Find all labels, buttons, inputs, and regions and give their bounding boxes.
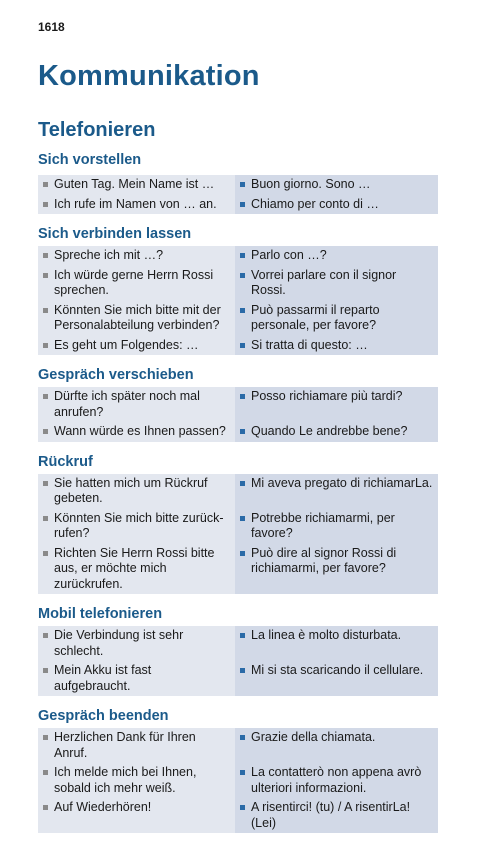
phrase-item — [42, 511, 231, 542]
italian-phrase-cell — [235, 763, 438, 798]
italian-phrase: Quando Le andrebbe bene? — [251, 424, 408, 438]
italian-phrase: Parlo con …? — [251, 248, 327, 262]
phrase-item — [239, 765, 434, 796]
bullet-icon — [240, 253, 245, 258]
italian-phrase: Può passarmi il reparto personale, per favore? — [251, 302, 380, 332]
german-phrase-cell — [38, 763, 235, 798]
german-phrase-cell — [38, 798, 235, 833]
bullet-icon — [240, 394, 245, 399]
bullet-icon — [43, 668, 48, 673]
italian-phrase-cell — [235, 266, 438, 301]
bullet-icon — [240, 735, 245, 740]
german-phrase: Ich melde mich bei Ihnen, sobald ich mehr weiß. — [54, 765, 197, 795]
italian-phrase: Buon giorno. Sono … — [251, 177, 371, 191]
italian-phrase: Vorrei parlare con il signor Rossi. — [251, 267, 397, 297]
italian-phrase-cell — [235, 798, 438, 833]
italian-phrase-cell — [235, 544, 438, 595]
italian-phrase-cell — [235, 509, 438, 544]
page-number: 1618 — [38, 20, 65, 34]
phrase-table — [38, 728, 438, 833]
german-phrase: Mein Akku ist fast aufgebraucht. — [54, 663, 152, 693]
bullet-icon — [240, 429, 245, 434]
phrase-item — [239, 628, 434, 644]
bullet-icon — [240, 805, 245, 810]
bullet-icon — [240, 481, 245, 486]
german-phrase: Herzlichen Dank für Ihren Anruf. — [54, 730, 196, 760]
bullet-icon — [43, 805, 48, 810]
italian-phrase: Si tratta di questo: … — [251, 337, 368, 352]
italian-phrase: A risentirci! (tu) / A risentirLa! (Lei) — [251, 800, 411, 830]
bullet-icon — [43, 253, 48, 258]
phrase-table — [38, 175, 438, 214]
phrase-item — [42, 628, 231, 659]
phrase-item — [239, 800, 434, 831]
phrase-item — [42, 424, 231, 440]
german-phrase: Dürfte ich später noch mal anrufen? — [54, 389, 200, 419]
german-phrase-cell — [38, 626, 235, 661]
phrase-list — [38, 150, 438, 841]
phrase-item — [239, 338, 434, 354]
phrase-item — [239, 476, 434, 492]
italian-phrase: Può dire al signor Rossi di richiamarmi, per favore? — [251, 545, 397, 575]
subsection-title: Rückruf — [38, 453, 93, 470]
bullet-icon — [43, 770, 48, 775]
phrase-item — [42, 663, 231, 694]
german-phrase-cell — [38, 544, 235, 595]
phrase-item — [42, 197, 231, 213]
german-phrase: Ich würde gerne Herrn Rossi sprechen. — [54, 267, 214, 297]
italian-phrase-cell — [235, 728, 438, 763]
german-phrase: Richten Sie Herrn Rossi bitte aus, er möchte mich zurückrufen. — [54, 545, 215, 591]
bullet-icon — [43, 516, 48, 521]
german-phrase-cell — [38, 509, 235, 544]
german-phrase-cell — [38, 246, 235, 266]
german-phrase-cell — [38, 195, 235, 215]
bullet-icon — [240, 668, 245, 673]
phrase-table — [38, 387, 438, 442]
page-title: Kommunikation — [38, 60, 260, 92]
phrase-item — [42, 303, 231, 334]
phrase-item — [239, 424, 434, 440]
phrase-table — [38, 626, 438, 696]
german-phrase-cell — [38, 422, 235, 442]
phrase-item — [42, 546, 231, 593]
bullet-icon — [43, 551, 48, 556]
bullet-icon — [240, 516, 245, 521]
bullet-icon — [240, 202, 245, 207]
phrase-item — [239, 511, 434, 542]
italian-phrase-cell — [235, 661, 438, 696]
italian-phrase: La linea è molto disturbata. — [251, 628, 402, 642]
italian-phrase-cell — [235, 626, 438, 661]
german-phrase-cell — [38, 474, 235, 509]
german-phrase: Guten Tag. Mein Name ist … — [54, 177, 215, 191]
phrase-item — [239, 546, 434, 577]
italian-phrase-cell — [235, 387, 438, 422]
italian-phrase: Mi si sta scaricando il cellulare. — [251, 663, 424, 677]
phrase-item — [42, 800, 231, 816]
italian-phrase: La contatterò non appena avrò ulteriori informazioni. — [251, 765, 422, 795]
bullet-icon — [43, 182, 48, 187]
german-phrase-cell — [38, 175, 235, 195]
bullet-icon — [43, 633, 48, 638]
phrase-item — [239, 730, 434, 746]
italian-phrase-cell — [235, 301, 438, 336]
phrase-item — [42, 338, 231, 354]
phrase-item — [42, 765, 231, 796]
section-title: Telefonieren — [38, 119, 156, 141]
bullet-icon — [240, 770, 245, 775]
german-phrase: Spreche ich mit …? — [54, 248, 164, 262]
bullet-icon — [43, 735, 48, 740]
subsection-title: Sich verbinden lassen — [38, 226, 192, 242]
bullet-icon — [240, 308, 245, 313]
german-phrase: Auf Wiederhören! — [54, 800, 152, 814]
italian-phrase-cell — [235, 246, 438, 266]
german-phrase: Wann würde es Ihnen passen? — [54, 424, 226, 438]
phrase-item — [239, 177, 434, 193]
german-phrase: Könnten Sie mich bitte zurück-rufen? — [54, 510, 224, 540]
bullet-icon — [43, 481, 48, 486]
bullet-icon — [43, 202, 48, 207]
german-phrase-cell — [38, 266, 235, 301]
bullet-icon — [43, 394, 48, 399]
german-phrase: Es geht um Folgendes: … — [54, 337, 199, 352]
phrase-item — [42, 730, 231, 761]
italian-phrase: Mi aveva pregato di richiamarLa. — [251, 475, 433, 490]
subsection-title: Gespräch beenden — [38, 708, 169, 724]
italian-phrase: Grazie della chiamata. — [251, 730, 376, 744]
bullet-icon — [240, 551, 245, 556]
italian-phrase: Potrebbe richiamarmi, per favore? — [251, 510, 395, 540]
italian-phrase: Chiamo per conto di … — [251, 196, 379, 211]
italian-phrase-cell — [235, 422, 438, 442]
german-phrase-cell — [38, 336, 235, 356]
italian-phrase-cell — [235, 175, 438, 195]
bullet-icon — [240, 273, 245, 278]
bullet-icon — [240, 182, 245, 187]
phrase-item — [239, 389, 434, 405]
subsection-title: Mobil telefonieren — [38, 606, 163, 622]
italian-phrase-cell — [235, 195, 438, 215]
phrase-table — [38, 474, 438, 595]
bullet-icon — [43, 343, 48, 348]
italian-phrase-cell — [235, 336, 438, 356]
german-phrase-cell — [38, 301, 235, 336]
italian-phrase: Posso richiamare più tardi? — [251, 389, 403, 403]
german-phrase-cell — [38, 387, 235, 422]
phrase-item — [42, 476, 231, 507]
phrase-item — [42, 248, 231, 264]
phrase-item — [42, 389, 231, 420]
bullet-icon — [240, 343, 245, 348]
subsection-title: Sich vorstellen — [38, 152, 142, 168]
subsection-title: Gespräch verschieben — [38, 367, 194, 383]
german-phrase: Die Verbindung ist sehr schlecht. — [54, 628, 184, 658]
german-phrase-cell — [38, 661, 235, 696]
bullet-icon — [43, 273, 48, 278]
phrase-item — [42, 268, 231, 299]
german-phrase: Könnten Sie mich bitte mit der Personalabteilung verbinden? — [54, 302, 221, 332]
german-phrase: Sie hatten mich um Rückruf gebeten. — [54, 475, 208, 505]
phrase-item — [42, 177, 231, 193]
phrase-item — [239, 303, 434, 334]
phrase-item — [239, 248, 434, 264]
phrase-item — [239, 268, 434, 299]
bullet-icon — [43, 308, 48, 313]
german-phrase-cell — [38, 728, 235, 763]
bullet-icon — [240, 633, 245, 638]
phrase-item — [239, 663, 434, 679]
phrase-table — [38, 246, 438, 355]
italian-phrase-cell — [235, 474, 438, 509]
bullet-icon — [43, 429, 48, 434]
german-phrase: Ich rufe im Namen von … an. — [54, 196, 217, 211]
phrase-item — [239, 197, 434, 213]
